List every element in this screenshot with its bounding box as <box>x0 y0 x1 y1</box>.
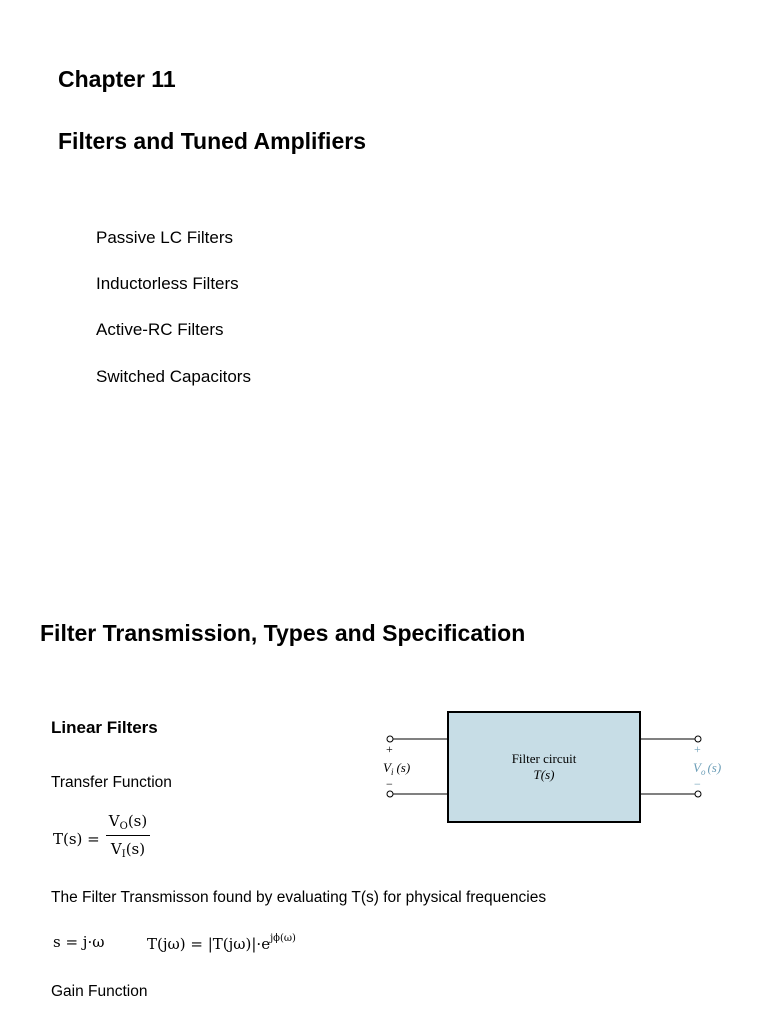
gain-function-label: Gain Function <box>51 983 148 1000</box>
output-plus: + <box>694 742 701 756</box>
section-title: Filter Transmission, Types and Specification <box>40 620 526 646</box>
transmission-text: The Filter Transmisson found by evaluating T(s) for physical frequencies <box>51 889 547 906</box>
output-terminal-bottom <box>695 791 701 797</box>
topic-item: Inductorless Filters <box>96 274 239 293</box>
topic-item: Passive LC Filters <box>96 228 233 247</box>
tjw-equation: $T(j\omega) = |T(j\omega)|\cdot e^{j\phi(\omega)}$ <box>147 933 296 953</box>
chapter-number: Chapter 11 <box>58 66 176 92</box>
subheading-linear-filters: Linear Filters <box>51 718 158 737</box>
fraction-numerator: $V_O(s)$ <box>108 812 148 832</box>
input-plus: + <box>386 742 393 756</box>
filter-box-title: Filter circuit <box>511 751 577 766</box>
fraction-denominator: $V_I(s)$ <box>110 840 146 860</box>
transfer-function-label: Transfer Function <box>51 774 172 791</box>
input-terminal-bottom <box>387 791 393 797</box>
output-voltage-label: $V_o$ (s) <box>693 760 722 777</box>
equation-lhs: T(s) = <box>53 830 100 848</box>
transfer-function-fraction <box>106 812 150 860</box>
filter-block-diagram <box>382 704 726 826</box>
output-minus: − <box>694 777 701 791</box>
input-minus: − <box>386 777 393 791</box>
chapter-title: Filters and Tuned Amplifiers <box>58 128 366 154</box>
input-voltage-label: $V_i$ (s) <box>383 760 411 777</box>
filter-box-tf: T(s) <box>533 767 555 782</box>
topic-item: Switched Capacitors <box>96 367 251 386</box>
s-equation: s = j·ω <box>53 933 105 951</box>
topic-item: Active-RC Filters <box>96 320 224 339</box>
fraction-bar <box>106 835 150 836</box>
